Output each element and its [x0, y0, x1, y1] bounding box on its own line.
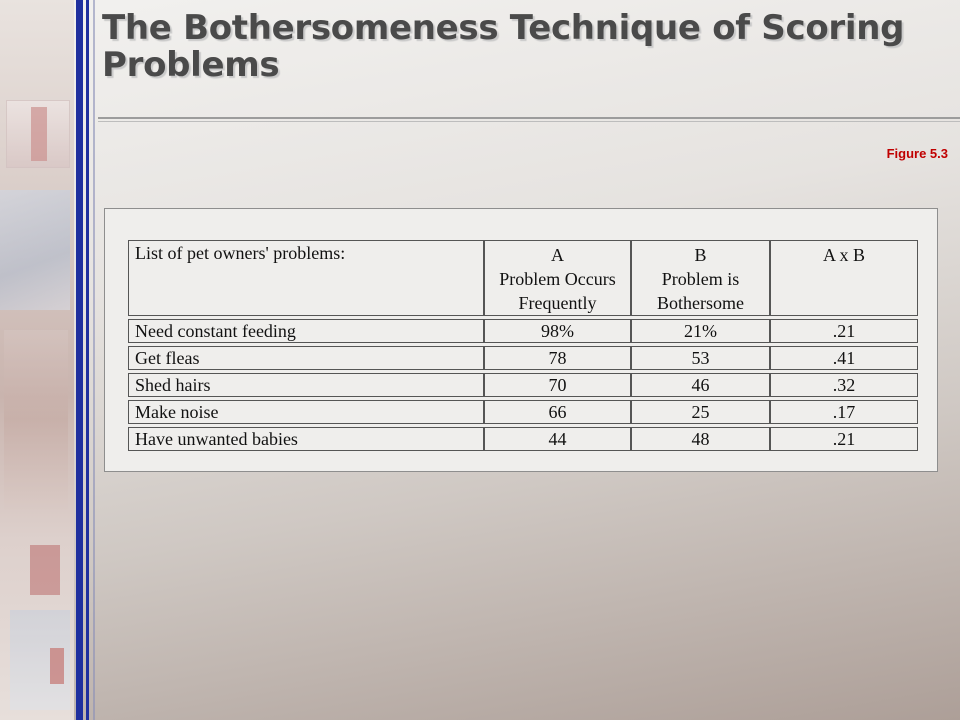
- problem-cell: Get fleas: [128, 346, 484, 370]
- collage-image: [10, 610, 70, 710]
- problem-cell: Have unwanted babies: [128, 427, 484, 451]
- decorative-side-collage: [0, 0, 74, 720]
- problem-cell: Shed hairs: [128, 373, 484, 397]
- header-col-b-line2: Bothersome: [657, 293, 744, 313]
- frequency-cell: 66: [484, 400, 631, 424]
- header-col-a-letter: A: [551, 245, 564, 265]
- decorative-vertical-line: [93, 0, 95, 720]
- figure-label: Figure 5.3: [886, 146, 948, 161]
- table-row: [128, 373, 918, 397]
- bothersome-cell: 25: [631, 400, 770, 424]
- collage-image: [4, 330, 68, 510]
- table-row: [128, 400, 918, 424]
- score-cell: .41: [770, 346, 918, 370]
- score-cell: .21: [770, 427, 918, 451]
- book-cover-image: [6, 100, 70, 168]
- score-cell: .17: [770, 400, 918, 424]
- header-col-a: [484, 240, 631, 316]
- header-col-a-line2: Frequently: [518, 293, 597, 313]
- header-col-b-line1: Problem is: [661, 269, 740, 289]
- problem-cell: Need constant feeding: [128, 319, 484, 343]
- title-divider: [98, 117, 960, 119]
- header-problems-label: List of pet owners' problems:: [128, 240, 484, 316]
- score-cell: .21: [770, 319, 918, 343]
- header-col-a-line1: Problem Occurs: [499, 269, 616, 289]
- table-row: [128, 346, 918, 370]
- decorative-vertical-line: [86, 0, 89, 720]
- frequency-cell: 98%: [484, 319, 631, 343]
- collage-image: [0, 190, 70, 310]
- bothersome-cell: 21%: [631, 319, 770, 343]
- table-row: [128, 319, 918, 343]
- bothersome-cell: 46: [631, 373, 770, 397]
- collage-image: [30, 545, 60, 595]
- score-cell: .32: [770, 373, 918, 397]
- bothersome-cell: 48: [631, 427, 770, 451]
- header-col-ab-label: A x B: [822, 245, 865, 265]
- frequency-cell: 44: [484, 427, 631, 451]
- title-divider: [98, 121, 960, 122]
- frequency-cell: 70: [484, 373, 631, 397]
- figure-panel: [104, 208, 938, 472]
- header-col-b-letter: B: [694, 245, 707, 265]
- header-col-b: [631, 240, 770, 316]
- slide-title: The Bothersomeness Technique of Scoring Problems: [102, 8, 905, 85]
- frequency-cell: 78: [484, 346, 631, 370]
- decorative-vertical-line: [76, 0, 83, 720]
- table-row: [128, 427, 918, 451]
- bothersomeness-table: [128, 240, 918, 451]
- problem-cell: Make noise: [128, 400, 484, 424]
- header-col-ab: [770, 240, 918, 316]
- bothersome-cell: 53: [631, 346, 770, 370]
- table-header-row: [128, 240, 918, 316]
